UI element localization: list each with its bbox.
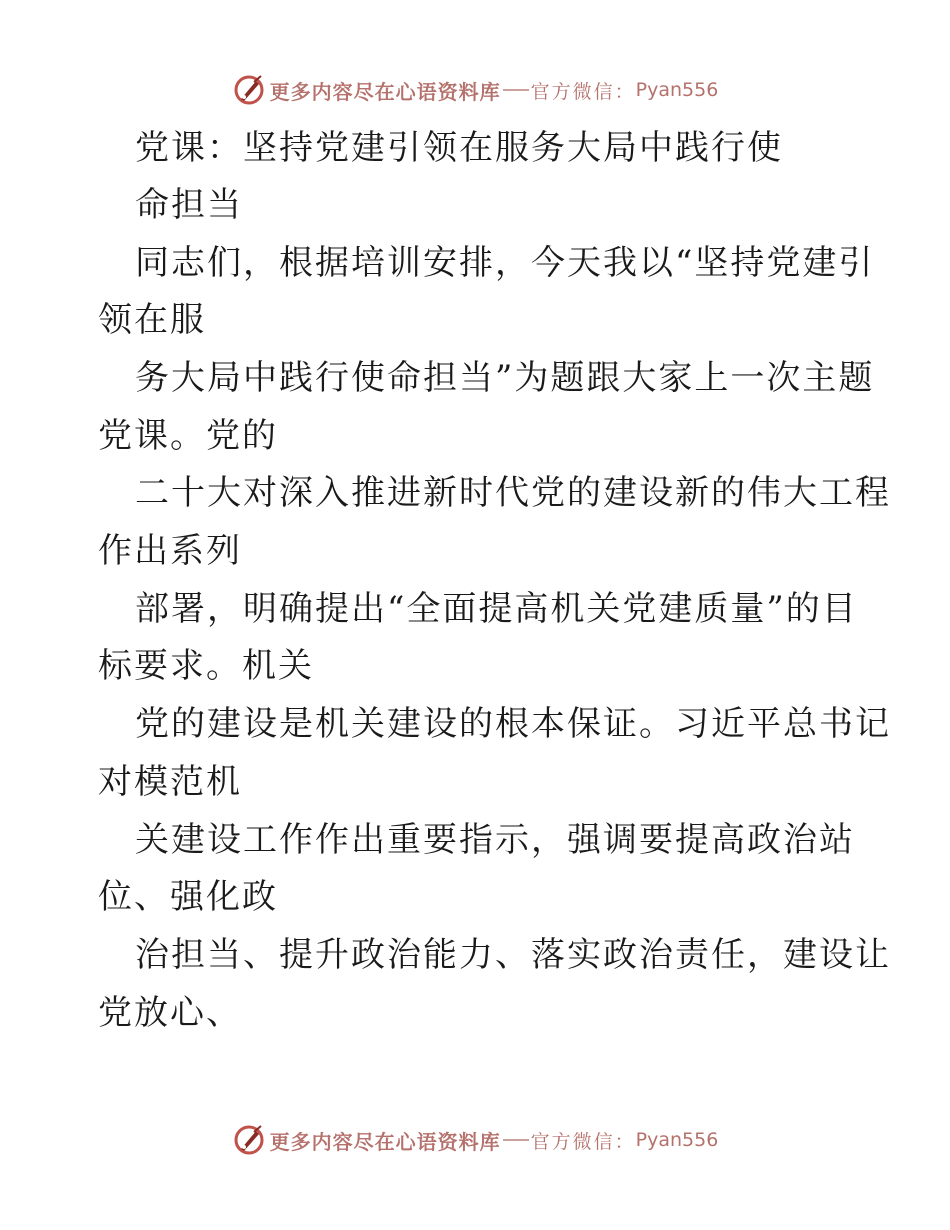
watermark-account: Pyan556	[635, 79, 719, 101]
watermark-account: Pyan556	[635, 1129, 719, 1151]
paragraph-line: 关建设工作作出重要指示，强调要提高政治站	[135, 820, 855, 860]
quill-pen-logo-icon	[232, 1123, 266, 1157]
quill-pen-logo-icon	[232, 73, 266, 107]
paragraph-line: 党课。党的	[98, 416, 278, 456]
watermark-dash	[503, 89, 529, 91]
paragraph-line: 治担当、提升政治能力、落实政治责任，建设让	[135, 935, 891, 975]
footer-watermark	[0, 1120, 950, 1160]
document-title-line-2: 命担当	[135, 185, 243, 225]
watermark-brand: 更多内容尽在心语资料库	[269, 79, 501, 104]
paragraph-line: 部署，明确提出“全面提高机关党建质量”的目	[135, 589, 858, 629]
paragraph-line: 党的建设是机关建设的根本保证。习近平总书记	[135, 704, 891, 744]
paragraph-line: 作出系列	[98, 531, 242, 571]
watermark-wechat-label: 官方微信：	[530, 80, 636, 103]
paragraph-line: 党放心、	[98, 993, 242, 1033]
paragraph-line: 领在服	[98, 300, 206, 340]
watermark-brand: 更多内容尽在心语资料库	[269, 1129, 501, 1154]
header-watermark	[0, 70, 950, 110]
watermark-wechat-label: 官方微信：	[530, 1130, 636, 1153]
paragraph-line: 同志们，根据培训安排，今天我以“坚持党建引	[135, 243, 875, 283]
paragraph-line: 位、强化政	[98, 877, 278, 917]
document-title-line-1: 党课：坚持党建引领在服务大局中践行使	[135, 128, 783, 168]
paragraph-line: 标要求。机关	[98, 646, 314, 686]
paragraph-line: 务大局中践行使命担当”为题跟大家上一次主题	[135, 358, 875, 398]
paragraph-line: 二十大对深入推进新时代党的建设新的伟大工程	[135, 473, 891, 513]
paragraph-line: 对模范机	[98, 762, 242, 802]
watermark-dash	[503, 1139, 529, 1141]
